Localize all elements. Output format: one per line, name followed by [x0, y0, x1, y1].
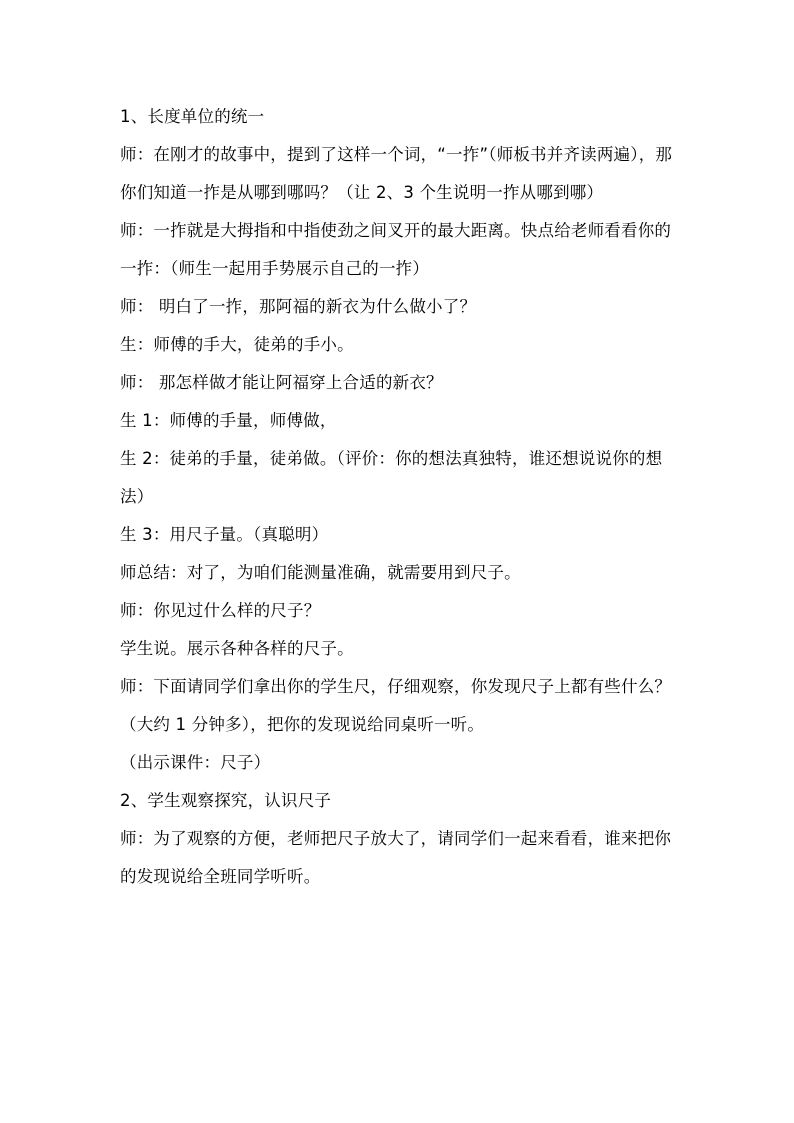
paragraph: 师总结：对了，为咱们能测量准确，就需要用到尺子。: [120, 563, 521, 582]
paragraph: 师：下面请同学们拿出你的学生尺，仔细观察，你发现尺子上都有些什么？（大约 1 分钟多），把你的发现说给同桌听一听。: [120, 677, 672, 734]
paragraph: 师：一拃就是大拇指和中指使劲之间叉开的最大距离。快点给老师看看你的一拃：（师生一起用手势展示自己的一拃）: [120, 221, 672, 278]
paragraph: 生：师傅的手大，徒弟的手小。: [120, 335, 354, 354]
paragraph: 师： 明白了一拃，那阿福的新衣为什么做小了？: [120, 297, 477, 316]
section-heading-2: 2、学生观察探究，认识尺子: [120, 791, 332, 810]
paragraph: 生 3：用尺子量。（真聪明）: [120, 525, 329, 544]
paragraph: 生 2：徒弟的手量，徒弟做。（评价：你的想法真独特，谁还想说说你的想法）: [120, 449, 663, 506]
paragraph: 生 1：师傅的手量，师傅做，: [120, 411, 337, 430]
paragraph: 师： 那怎样做才能让阿福穿上合适的新衣？: [120, 373, 443, 392]
paragraph: 师：在刚才的故事中，提到了这样一个词，“一拃”（师板书并齐读两遍），那你们知道一拃是从哪到哪吗？（让 2、3 个生说明一拃从哪到哪）: [120, 145, 673, 202]
paragraph: 学生说。展示各种各样的尺子。: [120, 639, 354, 658]
paragraph: （出示课件：尺子）: [120, 753, 271, 772]
section-heading-1: 1、长度单位的统一: [120, 107, 265, 126]
document-body: [120, 98, 680, 896]
paragraph: 师：为了观察的方便，老师把尺子放大了，请同学们一起来看看，谁来把你的发现说给全班同学听听。: [120, 829, 672, 886]
paragraph: 师：你见过什么样的尺子？: [120, 601, 321, 620]
